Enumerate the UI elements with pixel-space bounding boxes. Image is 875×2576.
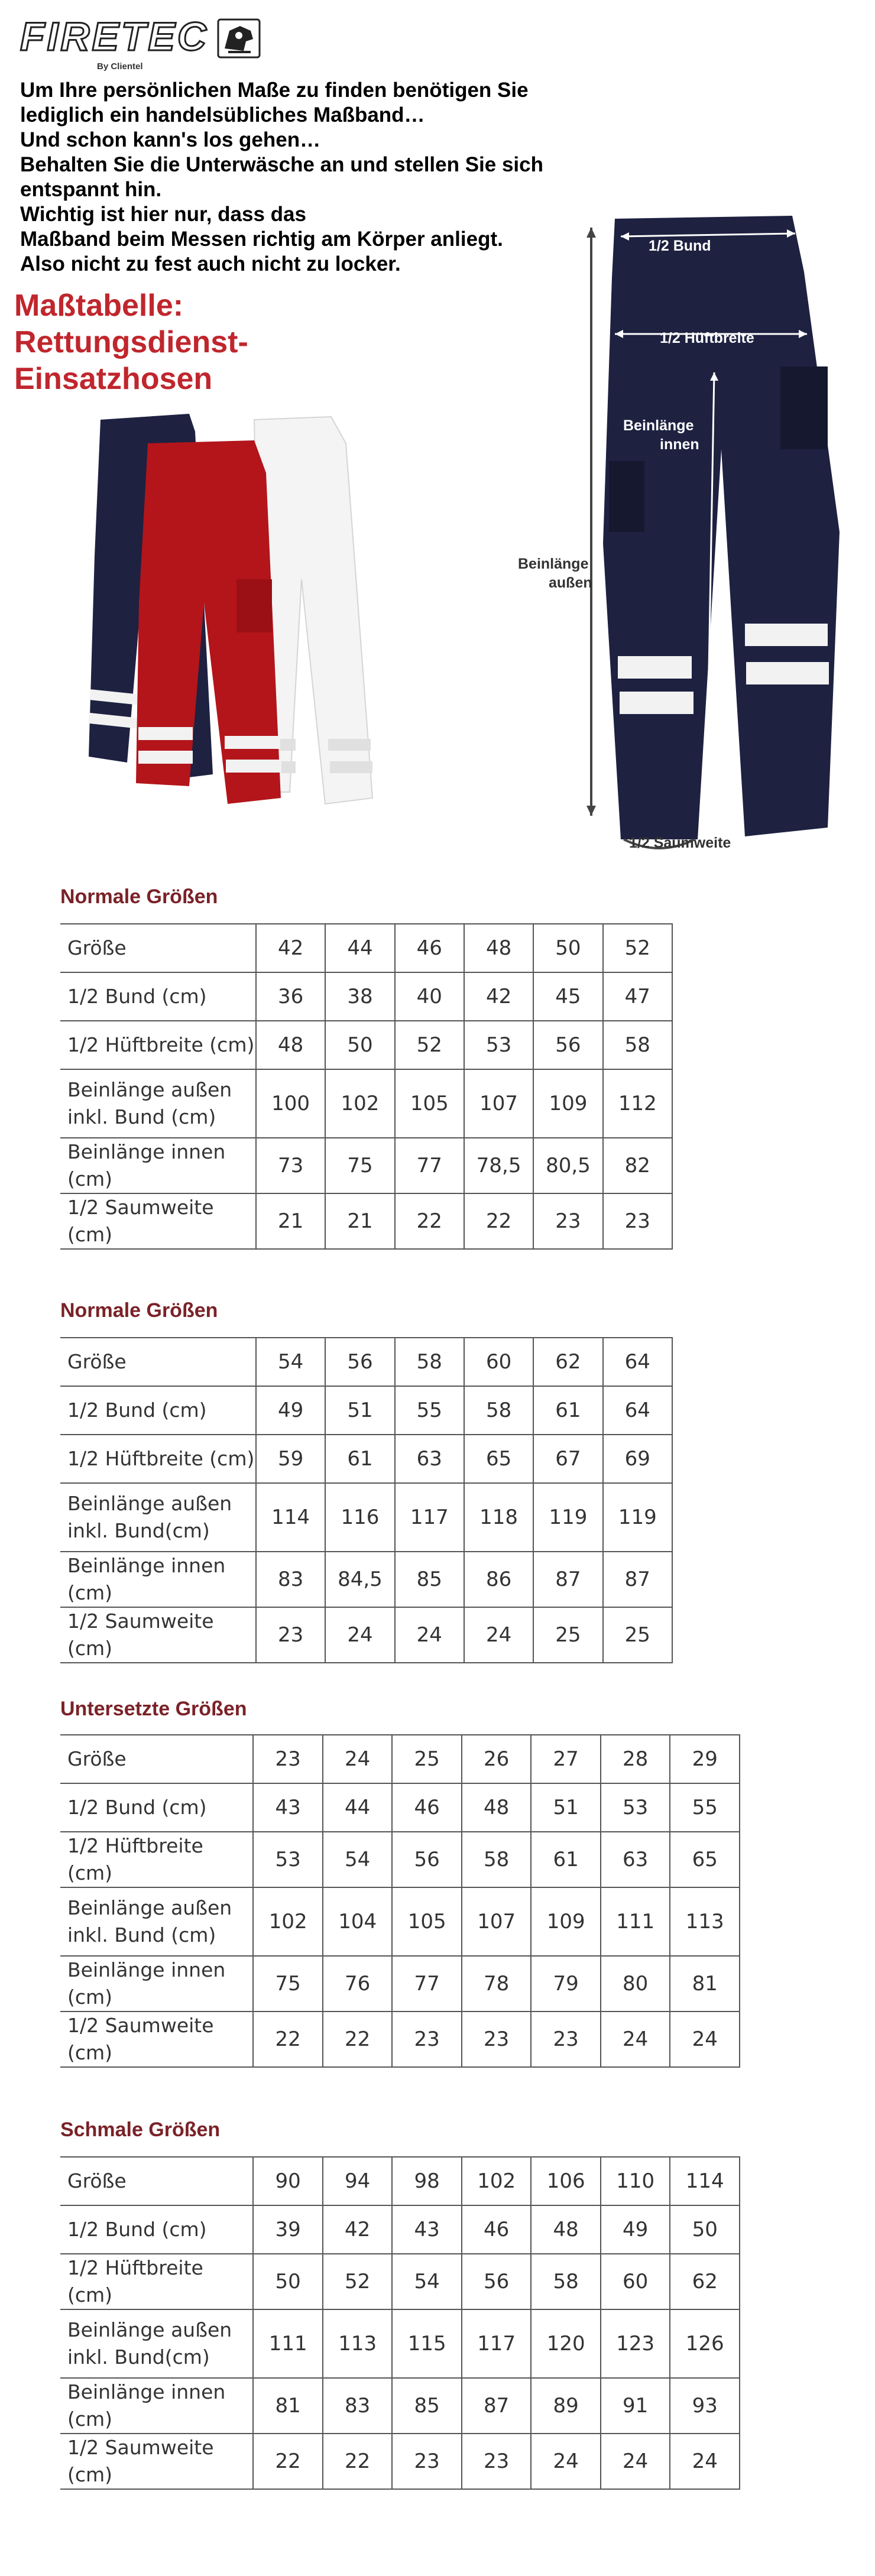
table-cell: 43: [253, 1783, 323, 1832]
table-cell: 48: [462, 1783, 532, 1832]
table-cell: 55: [395, 1386, 464, 1435]
table-row: [60, 2254, 740, 2309]
table-cell: 60: [601, 2254, 670, 2309]
table-cell: 25: [533, 1607, 602, 1663]
table-row: [60, 1832, 740, 1887]
table-cell: 119: [533, 1483, 602, 1552]
table-row: [60, 1069, 672, 1138]
table-cell: 36: [256, 972, 325, 1021]
table-cell: 79: [531, 1956, 601, 2012]
table-row: [60, 1887, 740, 1956]
table-cell: 102: [253, 1887, 323, 1956]
table-row: [60, 1783, 740, 1832]
row-label: Beinlänge innen (cm): [60, 2378, 253, 2434]
table-cell: 54: [392, 2254, 462, 2309]
table-cell: 24: [601, 2012, 670, 2067]
table-cell: 107: [462, 1887, 532, 1956]
table-cell: 61: [533, 1386, 602, 1435]
table-cell: 114: [670, 2157, 740, 2205]
table-cell: 38: [325, 972, 394, 1021]
table-cell: 105: [392, 1887, 462, 1956]
table-cell: 81: [253, 2378, 323, 2434]
row-label: Beinlänge außen inkl. Bund(cm): [60, 2309, 253, 2378]
label-outseam-1: Beinlänge: [518, 556, 589, 572]
table-cell: 76: [323, 1956, 393, 2012]
table-cell: 50: [325, 1021, 394, 1069]
table-cell: 47: [603, 972, 672, 1021]
table-cell: 75: [253, 1956, 323, 2012]
table-cell: 59: [256, 1435, 325, 1483]
table-cell: 123: [601, 2309, 670, 2378]
section-title: Schmale Größen: [60, 2118, 221, 2141]
table-cell: 69: [603, 1435, 672, 1483]
table-row: [60, 1552, 672, 1607]
table-cell: 63: [601, 1832, 670, 1887]
row-label: Beinlänge innen (cm): [60, 1956, 253, 2012]
table-cell: 105: [395, 1069, 464, 1138]
table-row: [60, 972, 672, 1021]
table-cell: 83: [256, 1552, 325, 1607]
table-cell: 51: [325, 1386, 394, 1435]
brand-name: FIRETEC: [20, 14, 209, 59]
row-label: Beinlänge innen (cm): [60, 1552, 256, 1607]
table-cell: 52: [603, 924, 672, 972]
table-cell: 78: [462, 1956, 532, 2012]
row-label: 1/2 Hüftbreite (cm): [60, 1021, 256, 1069]
table-cell: 46: [462, 2205, 532, 2254]
table-row: [60, 2157, 740, 2205]
table-cell: 23: [531, 2012, 601, 2067]
table-cell: 61: [531, 1832, 601, 1887]
table-cell: 62: [533, 1338, 602, 1386]
table-cell: 111: [253, 2309, 323, 2378]
table-cell: 80: [601, 1956, 670, 2012]
label-half-hem-width: 1/2 Saumweite: [629, 835, 731, 851]
table-cell: 86: [464, 1552, 533, 1607]
table-cell: 94: [323, 2157, 393, 2205]
table-cell: 22: [253, 2434, 323, 2489]
table-cell: 63: [395, 1435, 464, 1483]
table-cell: 64: [603, 1338, 672, 1386]
table-row: [60, 2434, 740, 2489]
table-cell: 50: [533, 924, 602, 972]
table-cell: 119: [603, 1483, 672, 1552]
table-cell: 24: [670, 2434, 740, 2489]
table-cell: 64: [603, 1386, 672, 1435]
table-cell: 28: [601, 1735, 670, 1783]
table-cell: 73: [256, 1138, 325, 1193]
table-cell: 49: [256, 1386, 325, 1435]
table-cell: 120: [531, 2309, 601, 2378]
table-cell: 24: [323, 1735, 393, 1783]
table-cell: 48: [256, 1021, 325, 1069]
table-cell: 52: [323, 2254, 393, 2309]
table-cell: 48: [531, 2205, 601, 2254]
table-cell: 24: [670, 2012, 740, 2067]
table-cell: 53: [601, 1783, 670, 1832]
size-table: [60, 1734, 740, 2068]
row-label: 1/2 Bund (cm): [60, 972, 256, 1021]
intro-line: Also nicht zu fest auch nicht zu locker.: [20, 252, 401, 275]
table-cell: 45: [533, 972, 602, 1021]
table-cell: 126: [670, 2309, 740, 2378]
table-cell: 26: [462, 1735, 532, 1783]
intro-line: Behalten Sie die Unterwäsche an und stellen Sie sich: [20, 153, 543, 176]
table-cell: 46: [392, 1783, 462, 1832]
table-cell: 43: [392, 2205, 462, 2254]
row-label: 1/2 Saumweite (cm): [60, 1607, 256, 1663]
table-cell: 84,5: [325, 1552, 394, 1607]
table-cell: 87: [603, 1552, 672, 1607]
table-cell: 58: [395, 1338, 464, 1386]
table-cell: 112: [603, 1069, 672, 1138]
row-label: Größe: [60, 1338, 256, 1386]
table-row: [60, 1138, 672, 1193]
table-cell: 23: [392, 2012, 462, 2067]
row-label: Beinlänge außen inkl. Bund(cm): [60, 1483, 256, 1552]
table-cell: 56: [462, 2254, 532, 2309]
table-cell: 44: [323, 1783, 393, 1832]
table-cell: 29: [670, 1735, 740, 1783]
table-cell: 80,5: [533, 1138, 602, 1193]
table-row: [60, 2012, 740, 2067]
table-cell: 23: [533, 1193, 602, 1249]
table-cell: 77: [395, 1138, 464, 1193]
table-cell: 51: [531, 1783, 601, 1832]
table-row: [60, 2205, 740, 2254]
table-cell: 87: [533, 1552, 602, 1607]
table-cell: 42: [464, 972, 533, 1021]
table-cell: 39: [253, 2205, 323, 2254]
intro-line: Um Ihre persönlichen Maße zu finden benötigen Sie: [20, 79, 529, 102]
table-cell: 58: [464, 1386, 533, 1435]
row-label: 1/2 Hüftbreite (cm): [60, 2254, 253, 2309]
title-line: Rettungsdienst-: [14, 325, 248, 359]
table-cell: 65: [670, 1832, 740, 1887]
table-cell: 40: [395, 972, 464, 1021]
row-label: Größe: [60, 2157, 253, 2205]
table-cell: 24: [395, 1607, 464, 1663]
intro-line: entspannt hin.: [20, 178, 162, 201]
table-cell: 27: [531, 1735, 601, 1783]
table-cell: 21: [325, 1193, 394, 1249]
table-cell: 102: [325, 1069, 394, 1138]
row-label: 1/2 Saumweite (cm): [60, 2434, 253, 2489]
table-cell: 107: [464, 1069, 533, 1138]
table-cell: 50: [670, 2205, 740, 2254]
table-cell: 42: [323, 2205, 393, 2254]
table-cell: 102: [462, 2157, 532, 2205]
table-row: [60, 1386, 672, 1435]
table-cell: 24: [531, 2434, 601, 2489]
table-row: [60, 1193, 672, 1249]
product-trousers-image: [77, 408, 414, 828]
intro-line: Maßband beim Messen richtig am Körper anliegt.: [20, 228, 503, 251]
table-cell: 109: [531, 1887, 601, 1956]
table-cell: 65: [464, 1435, 533, 1483]
table-cell: 23: [462, 2434, 532, 2489]
label-inseam-2: innen: [660, 436, 699, 453]
table-cell: 98: [392, 2157, 462, 2205]
label-outseam-2: außen: [549, 575, 592, 591]
row-label: Beinlänge innen (cm): [60, 1138, 256, 1193]
table-row: [60, 1021, 672, 1069]
table-cell: 48: [464, 924, 533, 972]
label-half-hip-width: 1/2 Hüftbreite: [660, 330, 754, 346]
row-label: 1/2 Bund (cm): [60, 1386, 256, 1435]
table-cell: 82: [603, 1138, 672, 1193]
table-cell: 85: [392, 2378, 462, 2434]
section-title: Untersetzte Größen: [60, 1698, 247, 1720]
table-cell: 115: [392, 2309, 462, 2378]
table-cell: 25: [603, 1607, 672, 1663]
row-label: Beinlänge außen inkl. Bund (cm): [60, 1069, 256, 1138]
section-title: Normale Größen: [60, 1299, 218, 1322]
table-cell: 58: [462, 1832, 532, 1887]
table-cell: 118: [464, 1483, 533, 1552]
table-cell: 23: [392, 2434, 462, 2489]
table-cell: 85: [395, 1552, 464, 1607]
table-cell: 22: [395, 1193, 464, 1249]
table-cell: 25: [392, 1735, 462, 1783]
table-row: [60, 2309, 740, 2378]
table-cell: 60: [464, 1338, 533, 1386]
table-cell: 55: [670, 1783, 740, 1832]
row-label: 1/2 Bund (cm): [60, 2205, 253, 2254]
table-cell: 58: [531, 2254, 601, 2309]
table-cell: 56: [392, 1832, 462, 1887]
table-row: [60, 1338, 672, 1386]
table-cell: 67: [533, 1435, 602, 1483]
table-row: [60, 1735, 740, 1783]
intro-line: Und schon kann's los gehen…: [20, 128, 321, 151]
row-label: 1/2 Hüftbreite (cm): [60, 1832, 253, 1887]
size-table: [60, 923, 673, 1250]
table-cell: 113: [670, 1887, 740, 1956]
size-table: [60, 2156, 740, 2490]
table-cell: 24: [325, 1607, 394, 1663]
title-line: Maßtabelle:: [14, 288, 184, 323]
table-cell: 77: [392, 1956, 462, 2012]
row-label: 1/2 Saumweite (cm): [60, 1193, 256, 1249]
table-cell: 114: [256, 1483, 325, 1552]
table-cell: 90: [253, 2157, 323, 2205]
table-cell: 46: [395, 924, 464, 972]
table-cell: 87: [462, 2378, 532, 2434]
table-cell: 49: [601, 2205, 670, 2254]
table-cell: 23: [253, 1735, 323, 1783]
table-cell: 91: [601, 2378, 670, 2434]
table-cell: 21: [256, 1193, 325, 1249]
brand-logo: [20, 13, 268, 72]
table-cell: 100: [256, 1069, 325, 1138]
size-table: [60, 1337, 673, 1663]
table-cell: 58: [603, 1021, 672, 1069]
table-cell: 53: [464, 1021, 533, 1069]
table-cell: 81: [670, 1956, 740, 2012]
table-cell: 24: [601, 2434, 670, 2489]
title-line: Einsatzhosen: [14, 362, 213, 396]
table-cell: 116: [325, 1483, 394, 1552]
table-cell: 62: [670, 2254, 740, 2309]
row-label: 1/2 Bund (cm): [60, 1783, 253, 1832]
table-cell: 23: [603, 1193, 672, 1249]
table-row: [60, 1607, 672, 1663]
label-half-waistband: 1/2 Bund: [649, 238, 711, 254]
table-cell: 23: [256, 1607, 325, 1663]
table-row: [60, 1435, 672, 1483]
table-cell: 78,5: [464, 1138, 533, 1193]
table-cell: 52: [395, 1021, 464, 1069]
row-label: 1/2 Saumweite (cm): [60, 2012, 253, 2067]
row-label: Beinlänge außen inkl. Bund (cm): [60, 1887, 253, 1956]
table-cell: 110: [601, 2157, 670, 2205]
table-cell: 44: [325, 924, 394, 972]
table-row: [60, 1483, 672, 1552]
row-label: Größe: [60, 924, 256, 972]
table-cell: 24: [464, 1607, 533, 1663]
table-cell: 54: [256, 1338, 325, 1386]
brand-byline: By Clientel: [97, 61, 143, 72]
table-row: [60, 924, 672, 972]
table-cell: 22: [253, 2012, 323, 2067]
table-cell: 93: [670, 2378, 740, 2434]
table-cell: 111: [601, 1887, 670, 1956]
table-cell: 56: [325, 1338, 394, 1386]
table-cell: 75: [325, 1138, 394, 1193]
firefighter-emblem-icon: [216, 18, 261, 59]
page-title: [14, 287, 369, 397]
section-title: Normale Größen: [60, 885, 218, 908]
table-cell: 42: [256, 924, 325, 972]
table-cell: 54: [323, 1832, 393, 1887]
table-cell: 53: [253, 1832, 323, 1887]
table-row: [60, 1956, 740, 2012]
intro-line: Wichtig ist hier nur, dass das: [20, 203, 306, 226]
table-cell: 22: [323, 2012, 393, 2067]
table-cell: 89: [531, 2378, 601, 2434]
row-label: 1/2 Hüftbreite (cm): [60, 1435, 256, 1483]
table-row: [60, 2378, 740, 2434]
table-cell: 50: [253, 2254, 323, 2309]
table-cell: 22: [464, 1193, 533, 1249]
label-inseam-1: Beinlänge: [623, 417, 694, 434]
row-label: Größe: [60, 1735, 253, 1783]
table-cell: 56: [533, 1021, 602, 1069]
intro-line: lediglich ein handelsübliches Maßband…: [20, 103, 425, 126]
table-cell: 117: [462, 2309, 532, 2378]
table-cell: 106: [531, 2157, 601, 2205]
table-cell: 61: [325, 1435, 394, 1483]
table-cell: 113: [323, 2309, 393, 2378]
table-cell: 83: [323, 2378, 393, 2434]
table-cell: 22: [323, 2434, 393, 2489]
table-cell: 104: [323, 1887, 393, 1956]
table-cell: 117: [395, 1483, 464, 1552]
measurement-diagram: [497, 201, 863, 869]
table-cell: 109: [533, 1069, 602, 1138]
table-cell: 23: [462, 2012, 532, 2067]
